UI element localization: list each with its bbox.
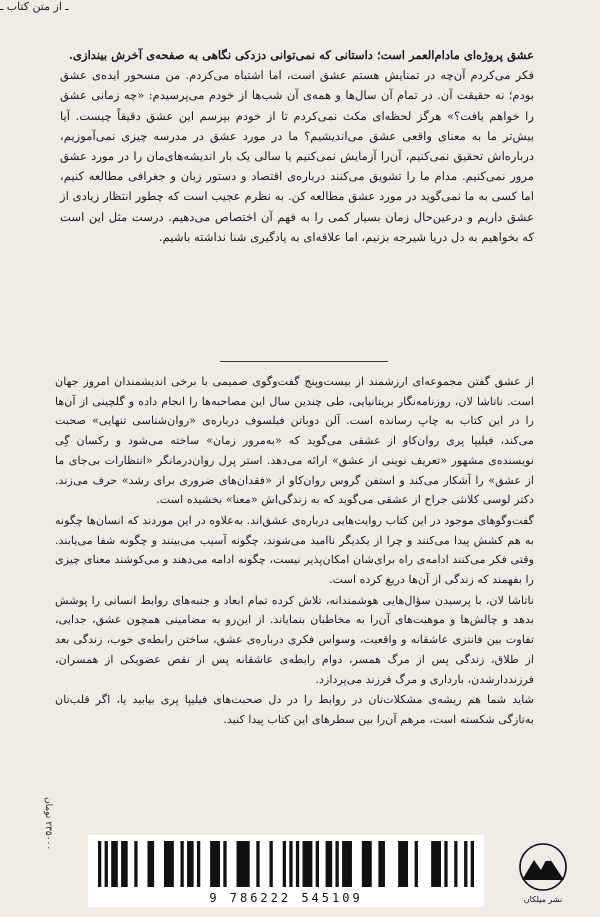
barcode-bar — [270, 841, 273, 887]
book-excerpt — [60, 45, 534, 247]
barcode-bar — [296, 841, 299, 887]
barcode-bar — [98, 841, 101, 887]
barcode-bar — [197, 841, 200, 887]
barcode-bar — [326, 841, 333, 887]
barcode-bar — [256, 841, 259, 887]
mountain-icon — [512, 842, 574, 892]
barcode-bars — [94, 841, 478, 887]
barcode-bar — [398, 841, 408, 887]
excerpt-body: فکر می‌کردم آن‌چه در تمنایش هستم عشق است، اما اشتباه می‌کردم. من مسحور ایده‌ی عشق بودم؛ نه حقیقت آن. در تمام آن سال‌ها و همه‌ی آن شب‌ها از خودم می‌پرسیدم: «چه زمانی عشق را خواهم یافت؟» هرگز لحظه‌ای مکث نمی‌کردم تا از خودم بپرسم این عشق دقیقاً چیست. آیا بیش‌تر ما به معنای واقعی عشق می‌اندیشیم؟ ما در مورد عشق در مدرسه چیزی نمی‌آموزیم، درباره‌اش تحقیق نمی‌کنیم، آن‌را آزمایش نمی‌کنیم یا سالی یک بار اندیشه‌های‌مان را در مورد عشق مرور نمی‌کنیم. مدام ما را تشویق می‌کنند درباره‌ی اقتصاد و دستور زبان و جغرافی مطالعه کنیم، اما کسی به ما نمی‌گوید در مورد عشق مطالعه کن. به نظرم عجیب است که چطور انتظار زیادی از عشق داریم و درعین‌حال زمان بسیار کمی را به فهم آن اختصاص می‌دهیم. درست مثل این است که بخواهیم به دل دریا شیرجه بزنیم، اما علاقه‌ای به یادگیری شنا نداشته باشیم. — [60, 68, 534, 244]
description-paragraph-2: گفت‌وگوهای موجود در این کتاب روایت‌هایی درباره‌ی عشق‌اند. به‌علاوه در این موردند که انسان‌ها چگونه به هم کشش پیدا می‌کنند و چرا از یکدیگر ناامید می‌شوند، چگونه آسیب می‌بینند و چگونه شفا می‌یابند. وقتی فکر می‌کنند ادامه‌ی راه برای‌شان امکان‌پذیر نیست، چگونه ادامه می‌دهند و می‌کوشند معنای چیزی را بفهمند که زندگی از آن‌ها دریغ کرده است. — [55, 513, 534, 587]
isbn-number: 9 786222 545109 — [209, 891, 363, 905]
barcode-bar — [471, 841, 474, 887]
barcode-bar — [454, 841, 457, 887]
publisher-logo — [512, 842, 574, 904]
barcode-bar — [283, 841, 286, 887]
barcode-bar — [147, 841, 154, 887]
barcode-bar — [210, 841, 220, 887]
barcode-bar — [134, 841, 137, 887]
barcode-bar — [187, 841, 194, 887]
excerpt-lead: عشق پروژه‌ای مادام‌العمر است؛ داستانی که نمی‌توانی دزدکی نگاهی به صفحه‌ی آخرش بیندازی. — [68, 48, 534, 62]
section-divider — [220, 361, 388, 362]
barcode-bar — [335, 841, 338, 887]
barcode-bar — [223, 841, 226, 887]
barcode-bar — [342, 841, 352, 887]
barcode-bar — [444, 841, 447, 887]
barcode-bar — [415, 841, 418, 887]
description-paragraph-1: از عشق گفتن مجموعه‌ای ارزشمند از بیست‌وپنج گفت‌وگوی صمیمی با برخی اندیشمندان امروز جهان است. ناتاشا لان، روزنامه‌نگار بریتانیایی، طی چندین سال این مصاحبه‌ها را انجام داده و گلچینی از آن‌ها را در این کتاب به چاپ رسانده است. آلن دوباتن فیلسوف درباره‌ی «روان‌شناسی تنهایی» صحبت می‌کند، فیلیپا پری روان‌کاو از عشقی می‌گوید که «به‌مرور زمان» ساخته می‌شود و رکسان گِی نویسنده‌ی مشهور «تعریف نوینی از عشق» ارائه می‌دهد. استر پرل روان‌درمانگر «انتظارات بی‌جای ما از عشق» را آشکار می‌کند و استفن گروس روان‌کاو از «فقدان‌های ضروری برای رشد» حرف می‌زند. دکتر لوسی کلانثی جراح از عشقی می‌گوید که به زندگی‌اش «معنا» بخشیده است. — [55, 375, 534, 507]
barcode-bar — [302, 841, 312, 887]
description-paragraph-4: شاید شما هم ریشه‌ی مشکلات‌تان در روابط را در دل صحبت‌های فیلیپا پری بیابید یا، اگر قلب‌تان به‌تازگی شکسته است، مرهم آن‌را بین سطرهای این کتاب پیدا کنید. — [55, 693, 534, 726]
excerpt-source: ـ از متن کتاب ـ — [0, 0, 69, 13]
barcode-bar — [289, 841, 292, 887]
publisher-name: نشر میلکان — [523, 895, 563, 904]
price-label: ۲۳۵۰۰۰ تومان — [43, 796, 53, 850]
barcode-bar — [180, 841, 183, 887]
isbn-barcode — [88, 835, 484, 907]
description-paragraph-3: ناتاشا لان، با پرسیدن سؤال‌هایی هوشمندانه، تلاش کرده تمام ابعاد و جنبه‌های روابط انسانی را پوشش بدهد و چالش‌ها و موهبت‌های آن‌را به مخاطبان بنمایاند. از این‌رو به مضامینی همچون عشق، جدایی، تفاوت بین فانتزی عاشقانه و واقعیت، وسواس فکری درباره‌ی عشق، ساختن رابطه‌ی خوب، زندگی بعد از طلاق، زندگی پس از مرگ همسر، دوام رابطه‌ی عاشقانه پس از نقص عضویکی از همسران، فرزنددارشدن، بارداری و مرگ فرزند می‌پردازد. — [55, 593, 534, 686]
barcode-bar — [121, 841, 128, 887]
barcode-bar — [362, 841, 372, 887]
barcode-bar — [237, 841, 250, 887]
barcode-bar — [105, 841, 108, 887]
barcode-bar — [431, 841, 441, 887]
book-description — [55, 372, 534, 730]
barcode-bar — [164, 841, 174, 887]
barcode-bar — [378, 841, 385, 887]
barcode-bar — [111, 841, 118, 887]
barcode-bar — [464, 841, 467, 887]
barcode-bar — [316, 841, 319, 887]
